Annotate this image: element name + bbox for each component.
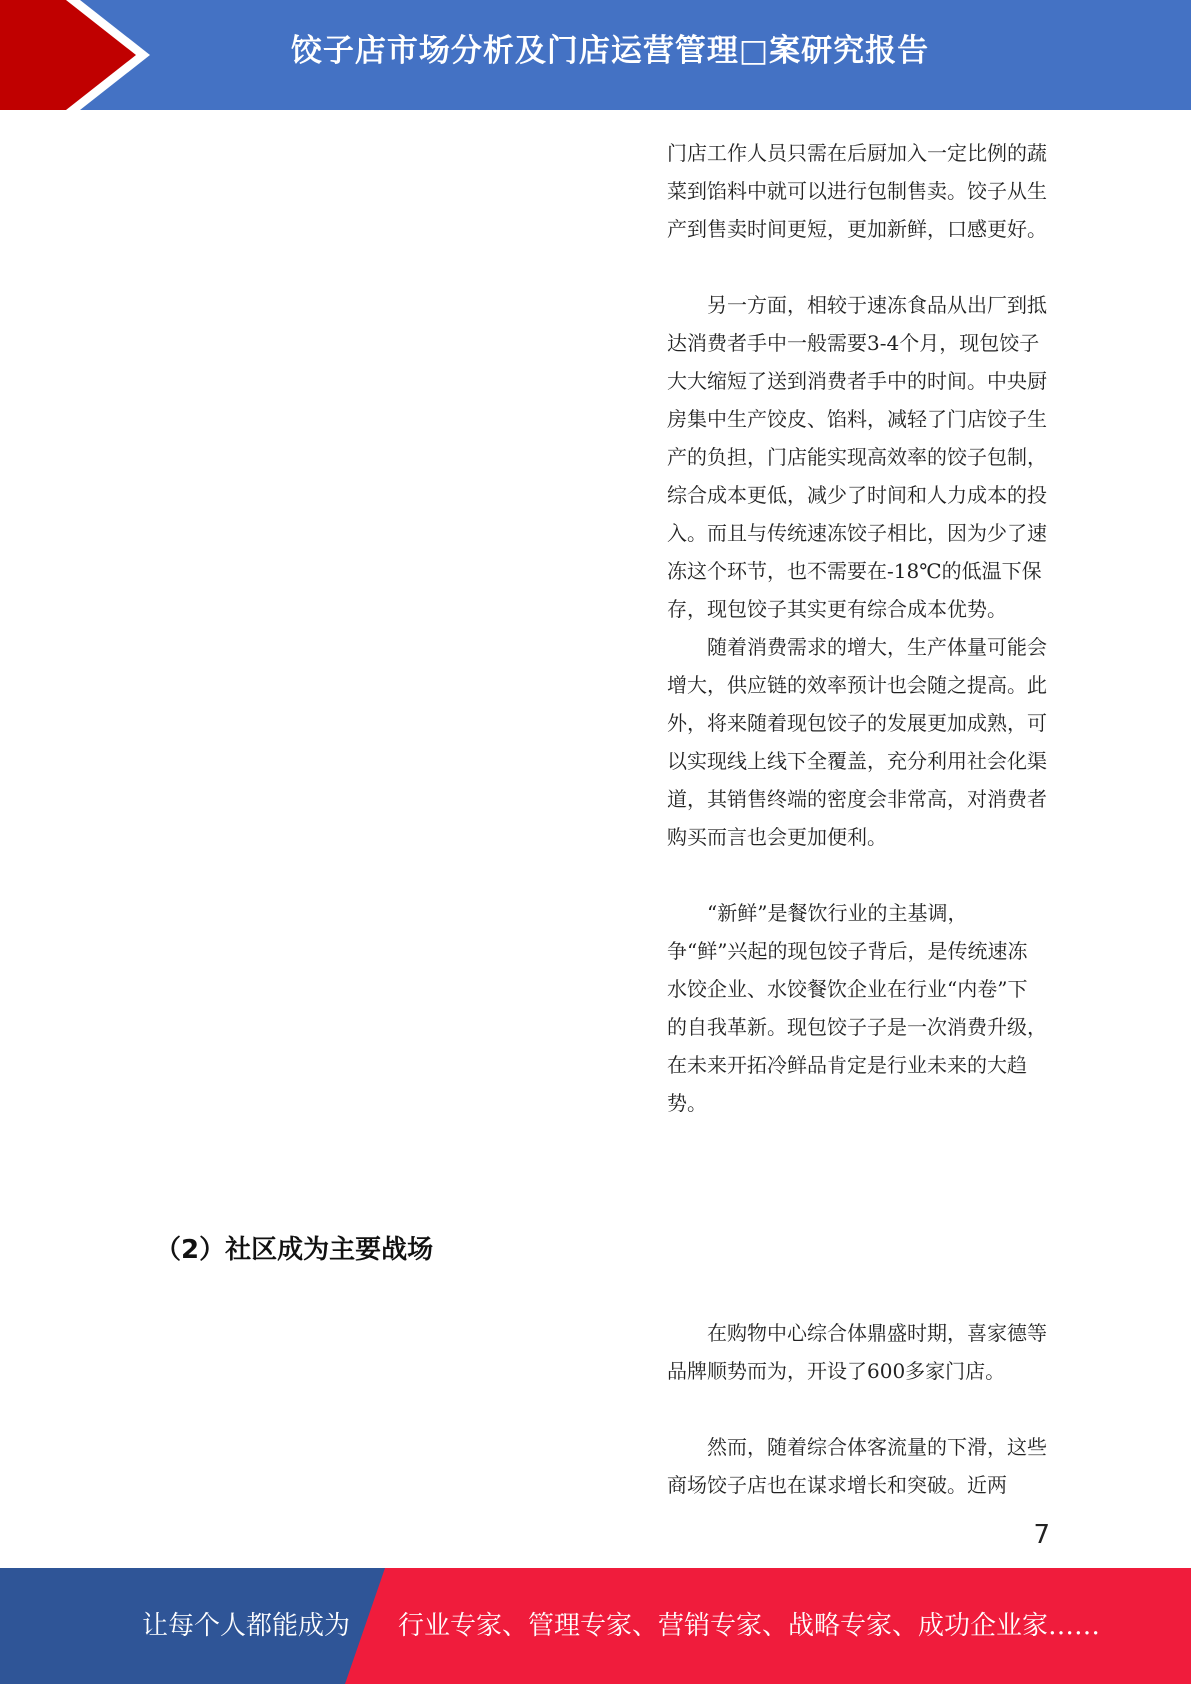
text-column-bottom (667, 1314, 1047, 1504)
paragraph-3: 随着消费需求的增大，生产体量可能会增大，供应链的效率预计也会随之提高。此外，将来随着现包饺子的发展更加成熟，可以实现线上线下全覆盖，充分利用社会化渠道，其销售终端的密度会非常高，对消费者购买而言也会更加便利。 (667, 635, 1047, 849)
document-title: 饺子店市场分析及门店运营管理□案研究报告 (290, 33, 930, 69)
paragraph-1: 门店工作人员只需在后厨加入一定比例的蔬菜到馅料中就可以进行包制售卖。饺子从生产到售卖时间更短，更加新鲜，口感更好。 (667, 141, 1047, 241)
text-column-top (667, 134, 1047, 1122)
footer-slogan-right: 行业专家、管理专家、营销专家、战略专家、成功企业家…… (398, 1611, 1101, 1641)
header-arrow-red-decoration (0, 0, 136, 110)
paragraph-2: 另一方面，相较于速冻食品从出厂到抵达消费者手中一般需要3-4个月，现包饺子大大缩短了送到消费者手中的时间。中央厨房集中生产饺皮、馅料，减轻了门店饺子生产的负担，门店能实现高效率的饺子包制，综合成本更低，减少了时间和人力成本的投入。而且与传统速冻饺子相比，因为少了速冻这个环节，也不需要在-18℃的低温下保存，现包饺子其实更有综合成本优势。 (667, 293, 1047, 621)
page-number: 7 (1033, 1520, 1050, 1550)
page-header (0, 0, 1191, 110)
paragraph-6: 然而，随着综合体客流量的下滑，这些商场饺子店也在谋求增长和突破。近两 (667, 1435, 1047, 1497)
footer-slogan-left: 让每个人都能成为 (142, 1611, 351, 1641)
paragraph-5: 在购物中心综合体鼎盛时期，喜家德等品牌顺势而为，开设了600多家门店。 (667, 1321, 1047, 1383)
page-footer (0, 1568, 1191, 1684)
paragraph-4: “新鲜”是餐饮行业的主基调，争“鲜”兴起的现包饺子背后，是传统速冻水饺企业、水饺餐饮企业在行业“内卷”下的自我革新。现包饺子子是一次消费升级，在未来开拓冷鲜品肯定是行业未来的大趋势。 (667, 901, 1047, 1115)
section-heading: （2）社区成为主要战场 (155, 1235, 434, 1265)
